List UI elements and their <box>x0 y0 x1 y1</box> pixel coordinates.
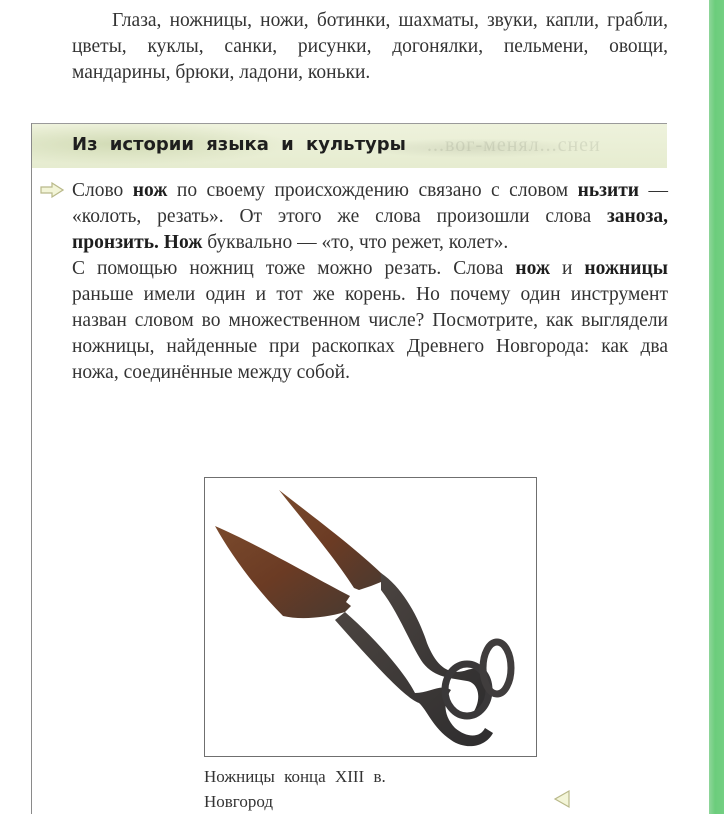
term-nozh-cap: Нож <box>163 232 203 253</box>
text: раньше имели один и тот же корень. Но почему один инструмент назван словом во множественном числе? Посмотрите, как выглядели ножницы, найденные при раскопках Древнего Новгорода: как два ножа, соединённые между собой. <box>72 284 668 383</box>
box-header <box>32 123 667 168</box>
intro-word-list <box>72 8 668 86</box>
term-nozh: нож <box>515 258 550 279</box>
text: и <box>550 258 585 279</box>
caption-line-1: Ножницы конца XIII в. <box>204 767 386 786</box>
text: С помощью ножниц тоже можно резать. Слова <box>72 258 516 279</box>
header-background-text: ...вог-менял...снеи <box>427 134 601 156</box>
box-body <box>72 178 668 386</box>
text: Слово <box>72 180 133 201</box>
box-title: Из истории языка и культуры <box>72 134 406 155</box>
text: по своему происхождению связано с словом <box>167 180 578 201</box>
medieval-scissors-image <box>205 478 536 756</box>
paragraph-etymology <box>72 178 668 256</box>
page-edge-green <box>709 0 724 814</box>
term-zanoza-pronzit: заноза, пронзить. <box>72 206 668 253</box>
figure-caption <box>204 764 504 814</box>
text: — «колоть, резать». От этого же слова произошли слова <box>72 180 668 227</box>
term-nozh: нож <box>132 180 168 201</box>
triangle-left-icon <box>553 789 571 809</box>
intro-text: Глаза, ножницы, ножи, ботинки, шахматы, звуки, капли, грабли, цветы, куклы, санки, рисунки, догонялки, пельмени, овощи, мандарины, брюки, ладони, коньки. <box>72 10 668 83</box>
term-nzyti: ньзити <box>577 180 640 201</box>
caption-line-2: Новгород <box>204 792 274 811</box>
scissors-photo <box>204 477 537 757</box>
paragraph-scissors <box>72 256 668 386</box>
term-nozhnitsy: ножницы <box>584 258 668 279</box>
text: буквально — «то, что режет, колет». <box>202 232 509 253</box>
arrow-right-icon <box>40 182 64 198</box>
